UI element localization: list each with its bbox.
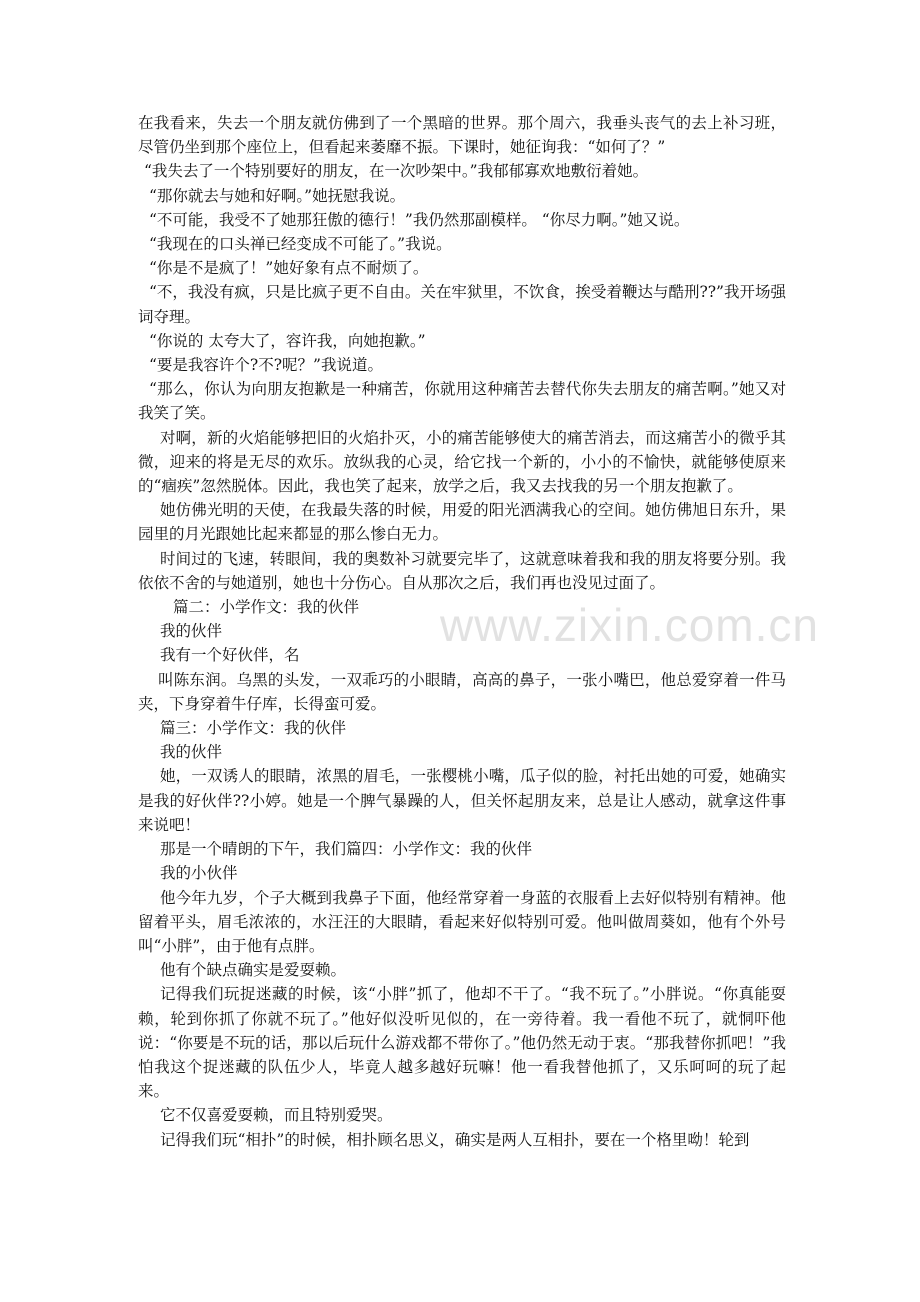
document-paragraph: “不可能，我受不了她那狂傲的德行！”我仍然那副模样。 “你尽力啊。”她又说。: [149, 210, 690, 229]
document-paragraph: “你说的 太夸大了，容许我，向她抱歉。”: [149, 331, 426, 350]
document-paragraph: 那是一个晴朗的下午，我们篇四：小学作文：我的伙伴: [160, 840, 533, 859]
document-paragraph: 篇三：小学作文：我的伙伴: [160, 719, 347, 738]
document-paragraph: “要是我容许个?不?呢？”我说道。: [149, 356, 383, 375]
document-paragraph: 篇二：小学作文：我的伙伴: [173, 598, 360, 617]
document-paragraph: 叫陈东润。乌黑的头发，一双乖巧的小眼睛，高高的鼻子，一张小嘴巴，他总爱穿着一件马夹，下身穿着牛仔库，长得蛮可爱。: [138, 670, 786, 713]
document-paragraph: “我现在的口头禅已经变成不可能了。”我说。: [149, 235, 452, 254]
document-paragraph: 记得我们玩“相扑”的时候，相扑顾名思义，确实是两人互相扑，要在一个格里呦！轮到: [160, 1130, 750, 1149]
document-paragraph: 他有个缺点确实是爱耍赖。: [160, 961, 347, 980]
document-paragraph: 她，一双诱人的眼睛，浓黑的眉毛，一张樱桃小嘴，瓜子似的脸，衬托出她的可爱，她确实是我的好伙伴??小婷。她是一个脾气暴躁的人，但关怀起朋友来，总是让人感动，就拿这件事来说吧！: [138, 767, 786, 834]
document-paragraph: 我有一个好伙伴，名: [160, 646, 300, 665]
document-body: [138, 111, 786, 1152]
document-paragraph: “那么，你认为向朋友抱歉是一种痛苦，你就用这种痛苦去替代你失去朋友的痛苦啊。”她又对我笑了笑。: [138, 380, 786, 423]
document-paragraph: 时间过的飞速，转眼间，我的奥数补习就要完毕了，这就意味着我和我的朋友将要分别。我依依不舍的与她道别，她也十分伤心。自从那次之后，我们再也没见过面了。: [138, 549, 786, 592]
document-paragraph: 我的伙伴: [160, 622, 223, 641]
document-paragraph: 我的小伙伴: [160, 864, 238, 883]
document-paragraph: 对啊，新的火焰能够把旧的火焰扑灭，小的痛苦能够使大的痛苦消去，而这痛苦小的微乎其微，迎来的将是无尽的欢乐。放纵我的心灵，给它找一个新的，小小的不愉快，就能够使原来的“痼疾”忽然脱体。因此，我也笑了起来，放学之后，我又去找我的另一个朋友抱歉了。: [138, 428, 786, 496]
document-paragraph: 我的伙伴: [160, 743, 223, 762]
document-paragraph: 她仿佛光明的天使，在我最失落的时候，用爱的阳光洒满我心的空间。她仿佛旭日东升，果园里的月光跟她比起来都显的那么惨白无力。: [138, 501, 786, 544]
document-paragraph: 他今年九岁，个子大概到我鼻子下面，他经常穿着一身蓝的衣服看上去好似特别有精神。他留着平头，眉毛浓浓的，水汪汪的大眼睛，看起来好似特别可爱。他叫做周葵如，他有个外号叫“小胖”，由于他有点胖。: [138, 888, 786, 955]
document-paragraph: “我失去了一个特别要好的朋友，在一次吵架中。”我郁郁寡欢地敷衍着她。: [144, 162, 649, 181]
watermark: www.zixin.com.cn: [440, 599, 819, 651]
document-paragraph: 它不仅喜爱耍赖，而且特别爱哭。: [160, 1106, 393, 1125]
document-paragraph: “不，我没有疯，只是比疯子更不自由。关在牢狱里，不饮食，挨受着鞭达与酷刑??”我开场强词夺理。: [138, 283, 786, 326]
document-paragraph: 记得我们玩捉迷藏的时候，该“小胖”抓了，他却不干了。“我不玩了。”小胖说。“你真能耍赖，轮到你抓了你就不玩了。”他好似没听见似的，在一旁待着。我一看他不玩了，就恫吓他说：“你要是不玩的话，那以后玩什么游戏都不带你了。”他仍然无动于衷。“那我替你抓吧！”我怕我这个捉迷藏的队伍少人，毕竟人越多越好玩嘛！他一看我替他抓了，又乐呵呵的玩了起来。: [138, 985, 786, 1101]
document-paragraph: “你是不是疯了！”她好象有点不耐烦了。: [149, 259, 429, 278]
document-paragraph: 在我看来，失去一个朋友就仿佛到了一个黑暗的世界。那个周六，我垂头丧气的去上补习班，尽管仍坐到那个座位上，但看起来萎靡不振。下课时，她征询我：“如何了？”: [138, 114, 786, 157]
document-paragraph: “那你就去与她和好啊。”她抚慰我说。: [149, 186, 406, 205]
